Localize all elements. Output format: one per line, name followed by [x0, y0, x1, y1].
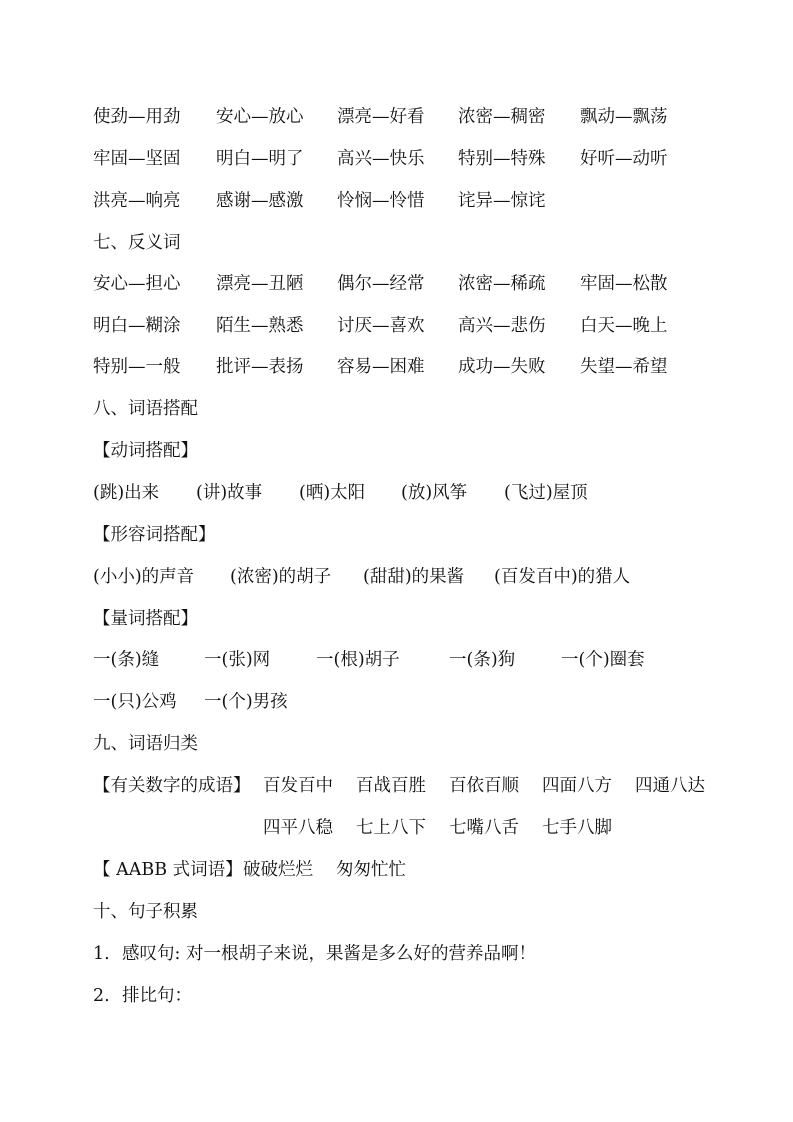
synonym-row: [93, 104, 668, 130]
sentence-number: 2.: [93, 986, 110, 1006]
idiom-item: 七手八脚: [542, 818, 612, 838]
adjective-collocation-label: 【形容词搭配】: [93, 525, 216, 545]
number-idiom-row: [93, 773, 705, 799]
collocation-item: (讲)故事: [196, 483, 263, 503]
antonym-pair: 失望—希望: [580, 357, 668, 377]
antonym-pair: 批评—表扬: [216, 357, 304, 377]
antonym-pair: 特别—一般: [93, 357, 181, 377]
collocation-item: (晒)太阳: [299, 483, 366, 503]
antonym-pair: 浓密—稀疏: [458, 274, 546, 294]
aabb-row: [93, 857, 406, 883]
synonym-pair: 飘动—飘荡: [580, 107, 668, 127]
antonym-pair: 牢固—松散: [580, 274, 668, 294]
sentence-number: 1.: [93, 944, 110, 964]
collocation-item: 一(张)网: [204, 650, 271, 670]
synonym-pair: 特别—特殊: [458, 149, 546, 169]
measure-collocation-row: [93, 647, 645, 673]
sentences-heading: 十、句子积累: [93, 902, 198, 922]
collocation-item: (跳)出来: [93, 483, 160, 503]
sentence-item: [93, 941, 536, 967]
antonym-pair: 讨厌—喜欢: [337, 316, 425, 336]
synonym-pair: 诧异—惊诧: [458, 191, 546, 211]
synonym-row: [93, 188, 546, 214]
synonym-pair: 安心—放心: [216, 107, 304, 127]
antonym-row: [93, 313, 668, 339]
sentence-item: [93, 983, 192, 1009]
collocation-item: (飞过)屋顶: [504, 483, 588, 503]
aabb-item: 匆匆忙忙: [336, 860, 406, 880]
idiom-item: 七上八下: [356, 818, 426, 838]
synonym-pair: 漂亮—好看: [337, 107, 425, 127]
synonym-pair: 浓密—稠密: [458, 107, 546, 127]
collocation-item: 一(个)圈套: [561, 650, 645, 670]
antonym-pair: 明白—糊涂: [93, 316, 181, 336]
idiom-item: 四通八达: [635, 776, 705, 796]
antonym-pair: 成功—失败: [458, 357, 546, 377]
antonym-pair: 偶尔—经常: [337, 274, 425, 294]
synonym-pair: 高兴—快乐: [337, 149, 425, 169]
measure-collocation-row: [93, 689, 288, 715]
idiom-item: 百依百顺: [449, 776, 519, 796]
synonym-pair: 明白—明了: [216, 149, 304, 169]
measure-collocation-label: 【量词搭配】: [93, 609, 198, 629]
antonym-row: [93, 354, 668, 380]
synonym-pair: 使劲—用劲: [93, 107, 181, 127]
collocation-item: 一(条)缝: [93, 650, 160, 670]
sentence-text: 排比句：: [122, 986, 192, 1006]
collocation-item: 一(个)男孩: [204, 692, 288, 712]
synonym-pair: 好听—动听: [580, 149, 668, 169]
synonym-pair: 牢固—坚固: [93, 149, 181, 169]
adjective-collocation-row: [93, 564, 631, 590]
idiom-item: 七嘴八舌: [449, 818, 519, 838]
classification-heading: 九、词语归类: [93, 734, 198, 754]
synonym-pair: 感谢—感激: [216, 191, 304, 211]
synonym-pair: 洪亮—响亮: [93, 191, 181, 211]
antonym-row: [93, 271, 668, 297]
aabb-label: 【 AABB 式词语】: [93, 860, 243, 880]
idiom-item: 四平八稳: [263, 818, 333, 838]
idiom-item: 四面八方: [542, 776, 612, 796]
antonym-pair: 白天—晚上: [580, 316, 668, 336]
antonym-pair: 漂亮—丑陋: [216, 274, 304, 294]
collocation-item: (放)风筝: [401, 483, 468, 503]
number-idiom-label: 【有关数字的成语】: [93, 776, 251, 796]
antonym-pair: 容易—困难: [337, 357, 425, 377]
antonyms-heading: 七、反义词: [93, 233, 181, 253]
collocations-heading: 八、词语搭配: [93, 399, 198, 419]
verb-collocation-row: [93, 480, 588, 506]
verb-collocation-label: 【动词搭配】: [93, 441, 198, 461]
antonym-pair: 安心—担心: [93, 274, 181, 294]
idiom-item: 百战百胜: [356, 776, 426, 796]
collocation-item: (甜甜)的果酱: [363, 567, 465, 587]
aabb-item: 破破烂烂: [243, 860, 313, 880]
synonym-row: [93, 146, 668, 172]
synonym-pair: 怜悯—怜惜: [337, 191, 425, 211]
collocation-item: (浓密)的胡子: [230, 567, 332, 587]
collocation-item: 一(只)公鸡: [93, 692, 177, 712]
collocation-item: 一(根)胡子: [316, 650, 400, 670]
number-idiom-row: [93, 815, 612, 841]
collocation-item: 一(条)狗: [449, 650, 516, 670]
collocation-item: (百发百中)的猎人: [494, 567, 631, 587]
collocation-item: (小小)的声音: [93, 567, 195, 587]
idiom-item: 百发百中: [263, 776, 333, 796]
antonym-pair: 高兴—悲伤: [458, 316, 546, 336]
antonym-pair: 陌生—熟悉: [216, 316, 304, 336]
sentence-text: 感叹句: 对一根胡子来说，果酱是多么好的营养品啊！: [122, 944, 536, 964]
